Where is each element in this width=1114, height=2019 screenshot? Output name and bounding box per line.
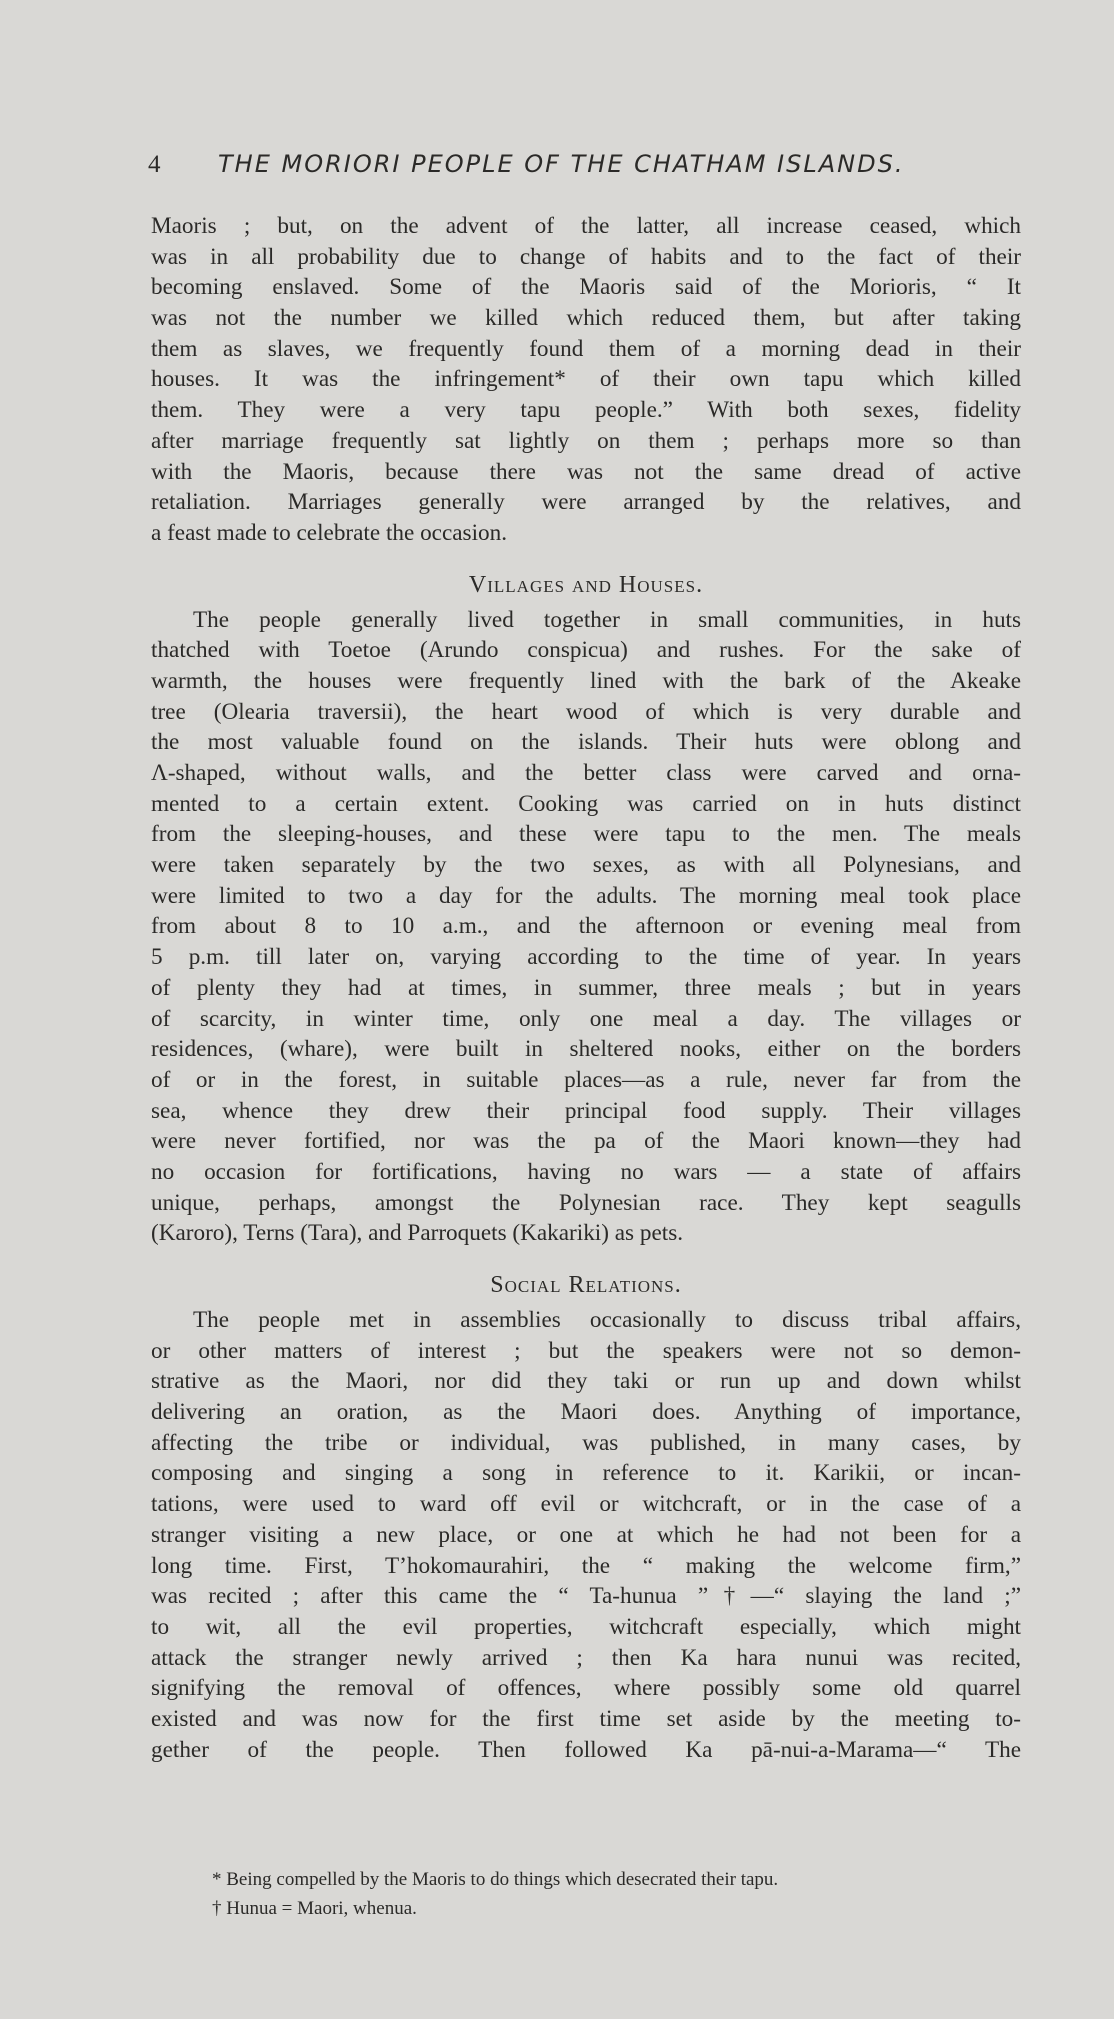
text-line: thatched with Toetoe (Arundo conspicua) and rushes. For the sake of xyxy=(151,637,1021,664)
text-line: them as slaves, we frequently found them of a morning dead in their xyxy=(151,335,1021,362)
text-line: was recited ; after this came the “ Ta-hunua ”†—“ slaying the land ;” xyxy=(151,1583,1021,1610)
text-line: stranger visiting a new place, or one at which he had not been for a xyxy=(151,1521,1021,1548)
text-line: tations, were used to ward off evil or witchcraft, or in the case of a xyxy=(151,1491,1021,1518)
social-paragraph xyxy=(151,1305,1021,1765)
text-line: composing and singing a song in reference to it. Karikii, or incan- xyxy=(151,1460,1021,1487)
text-line: delivering an oration, as the Maori does. Anything of importance, xyxy=(151,1399,1021,1426)
text-line: affecting the tribe or individual, was published, in many cases, by xyxy=(151,1429,1021,1456)
text-line: was not the number we killed which reduced them, but after taking xyxy=(151,305,1021,332)
text-line: them. They were a very tapu people.” With both sexes, fidelity xyxy=(151,397,1021,424)
page-number: 4 xyxy=(148,151,162,178)
footnote-1: * Being compelled by the Maoris to do things which desecrated their tapu. xyxy=(212,1869,779,1890)
footnote-2: † Hunua = Maori, whenua. xyxy=(212,1898,417,1919)
text-line: of scarcity, in winter time, only one meal a day. The villages or xyxy=(151,1005,1021,1032)
running-header xyxy=(148,150,948,179)
text-line: of plenty they had at times, in summer, three meals ; but in years xyxy=(151,974,1021,1001)
text-line: mented to a certain extent. Cooking was carried on in huts distinct xyxy=(151,790,1021,817)
text-line: of or in the forest, in suitable places—as a rule, never far from the xyxy=(151,1066,1021,1093)
body-text xyxy=(151,211,1021,1765)
text-line: signifying the removal of offences, where possibly some old quarrel xyxy=(151,1675,1021,1702)
text-line: a feast made to celebrate the occasion. xyxy=(151,519,507,546)
text-line: retaliation. Marriages generally were arranged by the relatives, and xyxy=(151,489,1021,516)
text-line: after marriage frequently sat lightly on them ; perhaps more so than xyxy=(151,427,1021,454)
text-line: houses. It was the infringement* of their own tapu which killed xyxy=(151,366,1021,393)
text-line: strative as the Maori, nor did they taki or run up and down whilst xyxy=(151,1368,1021,1395)
villages-paragraph xyxy=(151,605,1021,1249)
text-line: were never fortified, nor was the pa of the Maori known—they had xyxy=(151,1128,1021,1155)
text-line: long time. First, T’hokomaurahiri, the “ making the welcome firm,” xyxy=(151,1552,1021,1579)
intro-paragraph xyxy=(151,211,1021,549)
text-line: unique, perhaps, amongst the Polynesian race. They kept seagulls xyxy=(151,1189,1021,1216)
text-line: Λ-shaped, without walls, and the better class were carved and orna- xyxy=(151,760,1021,786)
text-line: 5 p.m. till later on, varying according to the time of year. In years xyxy=(151,944,1021,971)
section-heading-villages: Villages and Houses. xyxy=(468,571,704,598)
text-line: The people met in assemblies occasionally to discuss tribal affairs, xyxy=(193,1307,1021,1333)
text-line: gether of the people. Then followed Ka pā-nui-a-Marama—“ The xyxy=(151,1736,1021,1763)
spacer xyxy=(151,549,1021,561)
text-line: from about 8 to 10 a.m., and the afternoon or evening meal from xyxy=(151,913,1021,940)
spacer xyxy=(151,1249,1021,1261)
text-line: Maoris ; but, on the advent of the latter, all increase ceased, which xyxy=(151,213,1021,239)
text-line: becoming enslaved. Some of the Maoris said of the Morioris, “ It xyxy=(151,274,1021,301)
text-line: with the Maoris, because there was not the same dread of active xyxy=(151,458,1021,485)
text-line: the most valuable found on the islands. Their huts were oblong and xyxy=(151,729,1021,756)
running-title: THE MORIORI PEOPLE OF THE CHATHAM ISLANDS. xyxy=(218,150,905,178)
footnotes xyxy=(212,1865,1012,1923)
text-line: were limited to two a day for the adults. The morning meal took place xyxy=(151,882,1021,909)
text-line: or other matters of interest ; but the speakers were not so demon- xyxy=(151,1337,1021,1364)
text-line: no occasion for fortifications, having no wars — a state of affairs xyxy=(151,1158,1021,1185)
text-line: attack the stranger newly arrived ; then Ka hara nunui was recited, xyxy=(151,1644,1021,1671)
text-line: (Karoro), Terns (Tara), and Parroquets (Kakariki) as pets. xyxy=(151,1220,684,1247)
text-line: was in all probability due to change of habits and to the fact of their xyxy=(151,243,1021,270)
text-line: were taken separately by the two sexes, as with all Polynesians, and xyxy=(151,852,1021,879)
text-line: residences, (whare), were built in sheltered nooks, either on the borders xyxy=(151,1036,1021,1063)
text-line: existed and was now for the first time set aside by the meeting to- xyxy=(151,1705,1021,1732)
text-line: warmth, the houses were frequently lined with the bark of the Akeake xyxy=(151,667,1021,694)
text-line: The people generally lived together in small communities, in huts xyxy=(193,606,1021,633)
section-heading-social: Social Relations. xyxy=(490,1272,682,1298)
text-line: sea, whence they drew their principal food supply. Their villages xyxy=(151,1097,1021,1124)
text-line: from the sleeping-houses, and these were tapu to the men. The meals xyxy=(151,821,1021,848)
text-line: to wit, all the evil properties, witchcraft especially, which might xyxy=(151,1613,1021,1640)
text-line: tree (Olearia traversii), the heart wood of which is very durable and xyxy=(151,698,1021,725)
